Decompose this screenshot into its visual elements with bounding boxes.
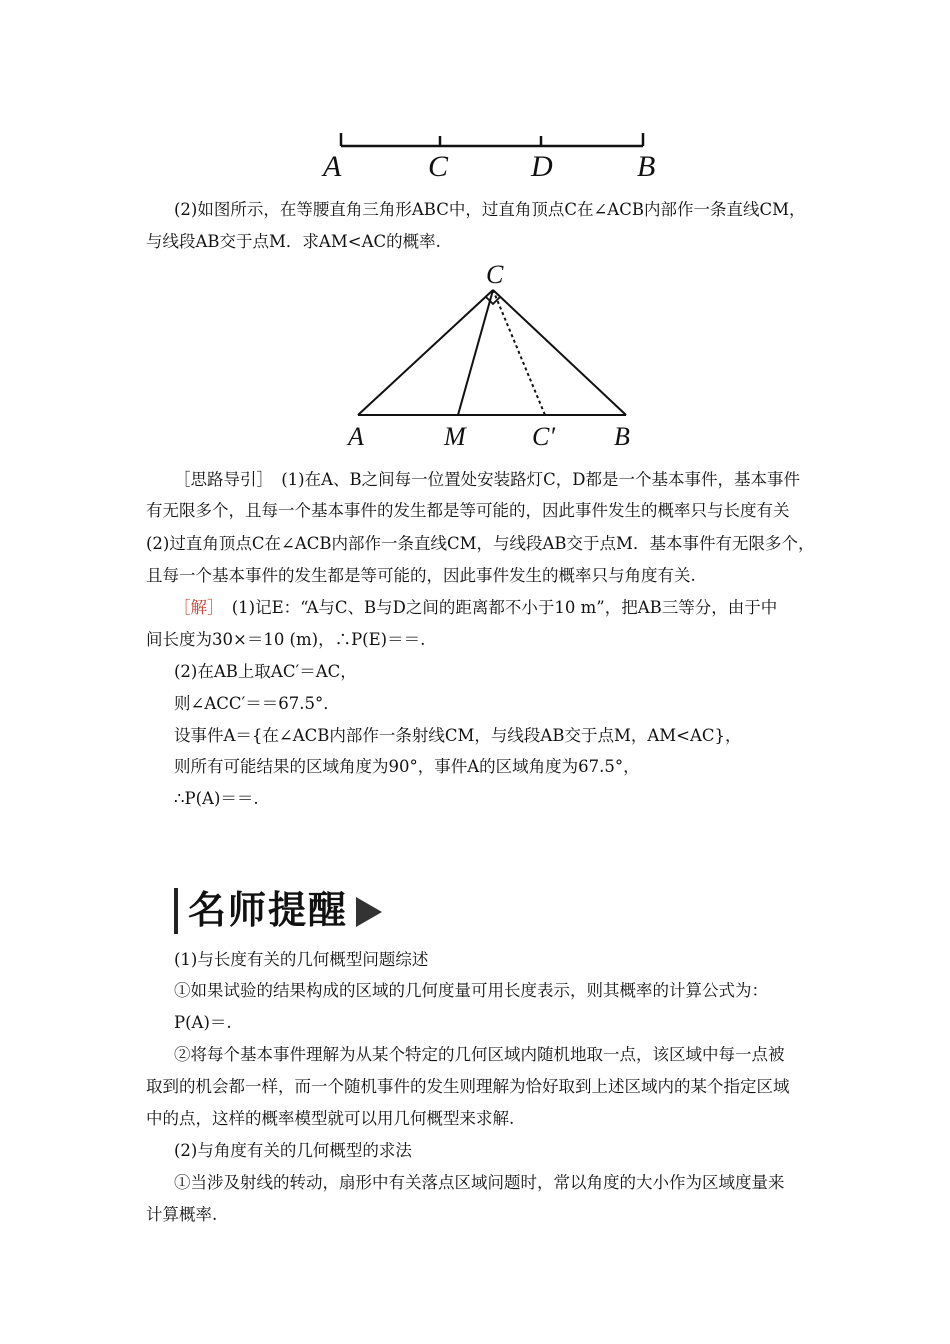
solution-line4: 则∠ACC′＝＝67.5°． bbox=[174, 694, 340, 713]
hint-line1: ［思路导引］ (1)在A、B之间每一位置处安装路灯C，D都是一个基本事件，基本事件 bbox=[174, 470, 801, 489]
segment-label-d: D bbox=[531, 150, 553, 183]
solution-line7: ∴P(A)＝＝. bbox=[174, 789, 259, 808]
segment-label-b: B bbox=[637, 150, 656, 183]
tips-heading: 名师提醒 bbox=[188, 888, 349, 932]
solution-line3: (2)在AB上取AC′＝AC， bbox=[174, 662, 357, 681]
tips-line4: ②将每个基本事件理解为从某个特定的几何区域内随机地取一点，该区域中每一点被 bbox=[174, 1045, 785, 1064]
triangle-label-a: A bbox=[348, 422, 364, 451]
solution-tag: ［解］ bbox=[174, 598, 216, 617]
problem2-line1: (2)如图所示，在等腰直角三角形ABC中，过直角顶点C在∠ACB内部作一条直线CM， bbox=[174, 200, 806, 219]
side-ac bbox=[358, 290, 493, 415]
tips-line8: ①当涉及射线的转动，扇形中有关落点区域问题时，常以角度的大小作为区域度量来 bbox=[174, 1173, 785, 1192]
triangle-label-c-prime: C′ bbox=[532, 422, 556, 451]
segment-figure bbox=[320, 128, 680, 188]
tips-line2: ①如果试验的结果构成的区域的几何度量可用长度表示，则其概率的计算公式为： bbox=[174, 981, 768, 1000]
line-cm bbox=[458, 290, 493, 415]
segment-label-a: A bbox=[323, 150, 342, 183]
solution-line1 bbox=[174, 594, 777, 618]
hint-line3: (2)过直角顶点C在∠ACB内部作一条直线CM，与线段AB交于点M．基本事件有无限多个， bbox=[146, 534, 815, 553]
heading-bar bbox=[174, 888, 178, 934]
tips-line1: (1)与长度有关的几何概型问题综述 bbox=[174, 950, 429, 969]
problem2-line2: 与线段AB交于点M．求AM<AC的概率. bbox=[146, 232, 441, 251]
tips-line6: 中的点，这样的概率模型就可以用几何概型来求解. bbox=[146, 1109, 515, 1128]
side-bc bbox=[493, 290, 626, 415]
triangle-label-m: M bbox=[444, 422, 466, 451]
tips-line9: 计算概率. bbox=[146, 1205, 218, 1224]
solution-line6: 则所有可能结果的区域角度为90°，事件A的区域角度为67.5°， bbox=[174, 757, 640, 776]
heading-arrow-icon bbox=[356, 897, 382, 927]
triangle-label-b: B bbox=[614, 422, 630, 451]
hint-line2: 有无限多个，且每一个基本事件的发生都是等可能的，因此事件发生的概率只与长度有关 bbox=[146, 501, 790, 520]
triangle-label-c: C bbox=[486, 260, 504, 289]
triangle-figure bbox=[340, 280, 650, 430]
solution-line1-text: (1)记E：“A与C、B与D之间的距离都不小于10 m”，把AB三等分，由于中 bbox=[215, 598, 778, 617]
line-cc-prime bbox=[493, 290, 545, 415]
tips-line3: P(A)＝. bbox=[174, 1013, 232, 1032]
tips-line5: 取到的机会都一样，而一个随机事件的发生则理解为恰好取到上述区域内的某个指定区域 bbox=[146, 1077, 790, 1096]
hint-line4: 且每一个基本事件的发生都是等可能的，因此事件发生的概率只与角度有关. bbox=[146, 566, 696, 585]
solution-line2: 间长度为30×＝10 (m)，∴P(E)＝＝. bbox=[146, 630, 426, 649]
tips-line7: (2)与角度有关的几何概型的求法 bbox=[174, 1141, 412, 1160]
solution-line5: 设事件A＝{在∠ACB内部作一条射线CM，与线段AB交于点M，AM<AC}， bbox=[174, 726, 742, 745]
segment-label-c: C bbox=[428, 150, 449, 183]
